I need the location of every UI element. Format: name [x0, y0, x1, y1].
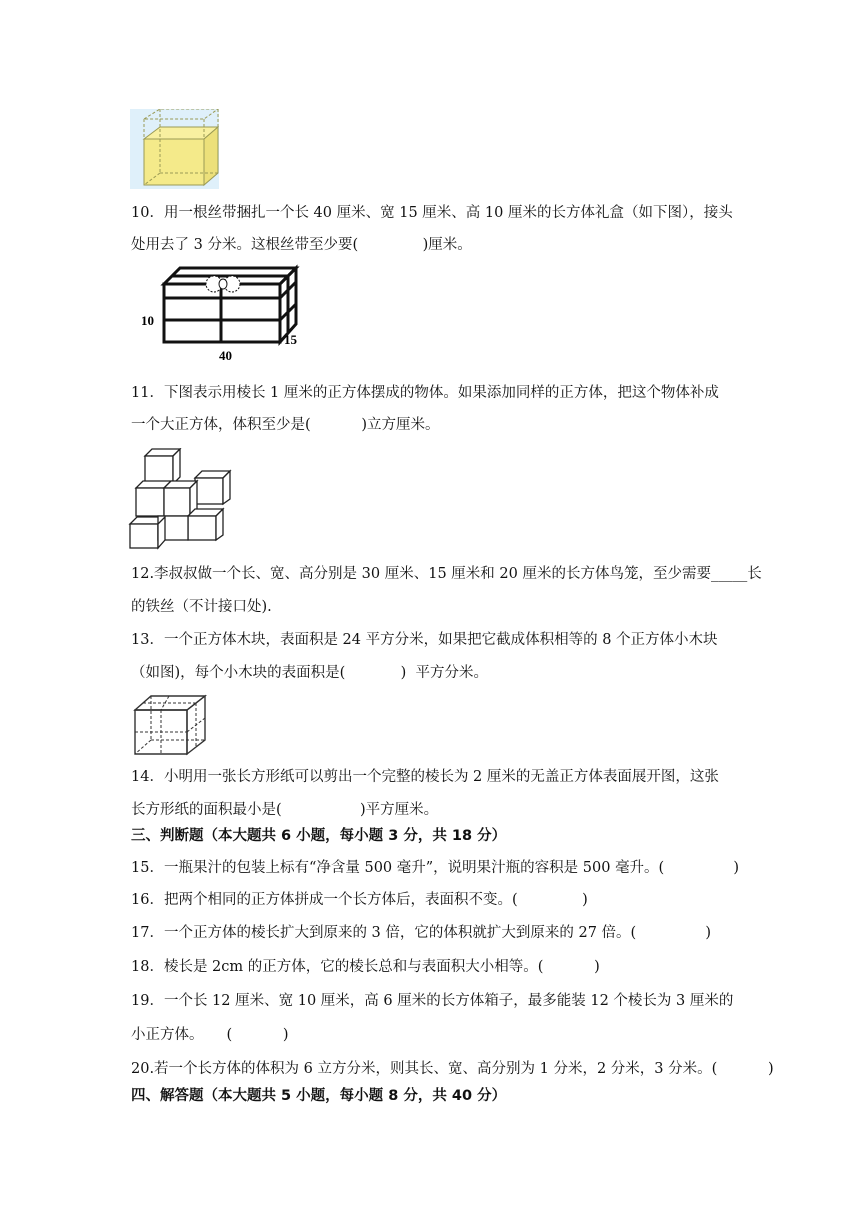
gift-box-width-label: 15 [284, 332, 297, 347]
judge-q17: 17．一个正方体的棱长扩大到原来的 3 倍，它的体积就扩大到原来的 27 倍。( ) [131, 925, 712, 941]
q11-line1: 11．下图表示用棱长 1 厘米的正方体摆成的物体。如果添加同样的正方体，把这个物体补成 [131, 385, 719, 401]
section-3-heading: 三、判断题（本大题共 6 小题，每小题 3 分，共 18 分） [131, 828, 507, 844]
judge-q15: 15．一瓶果汁的包装上标有“净含量 500 毫升”，说明果汁瓶的容积是 500 毫升。( ) [131, 860, 740, 876]
q13-line2: （如图)，每个小木块的表面积是( ) 平方分米。 [131, 665, 488, 681]
q10-line1: 10．用一根丝带捆扎一个长 40 厘米、宽 15 厘米、高 10 厘米的长方体礼盒（如下图），接头 [131, 205, 733, 221]
section-4-heading: 四、解答题（本大题共 5 小题，每小题 8 分，共 40 分） [131, 1088, 507, 1104]
q11-line2: 一个大正方体，体积至少是( )立方厘米。 [131, 417, 440, 433]
gift-box-length-label: 40 [219, 348, 232, 363]
cut-cube-figure [133, 694, 209, 756]
q10-line2: 处用去了 3 分米。这根丝带至少要( )厘米。 [131, 237, 472, 253]
judge-q19-line1: 19．一个长 12 厘米、宽 10 厘米，高 6 厘米的长方体箱子，最多能装 12 个棱长为 3 厘米的 [131, 993, 734, 1009]
judge-q18: 18．棱长是 2cm 的正方体，它的棱长总和与表面积大小相等。( ) [131, 959, 600, 975]
gift-box-figure [136, 264, 308, 364]
q12-line2: 的铁丝（不计接口处). [131, 599, 272, 615]
stacked-cubes-figure [128, 448, 232, 550]
q14-line1: 14．小明用一张长方形纸可以剪出一个完整的棱长为 2 厘米的无盖正方体表面展开图，这张 [131, 769, 719, 785]
yellow-cube-figure [130, 109, 219, 189]
judge-q20: 20.若一个长方体的体积为 6 立方分米，则其长、宽、高分别为 1 分米，2 分米，3 分米。( ) [131, 1061, 774, 1077]
judge-q19-line2: 小正方体。 ( ) [131, 1027, 289, 1043]
judge-q16: 16．把两个相同的正方体拼成一个长方体后，表面积不变。( ) [131, 892, 588, 908]
q13-line1: 13．一个正方体木块，表面积是 24 平方分米，如果把它截成体积相等的 8 个正方体小木块 [131, 632, 718, 648]
q12-line1: 12.李叔叔做一个长、宽、高分别是 30 厘米、15 厘米和 20 厘米的长方体鸟笼，至少需要_____长 [131, 566, 762, 582]
q14-line2: 长方形纸的面积最小是( )平方厘米。 [131, 802, 439, 818]
gift-box-height-label: 10 [141, 313, 154, 328]
